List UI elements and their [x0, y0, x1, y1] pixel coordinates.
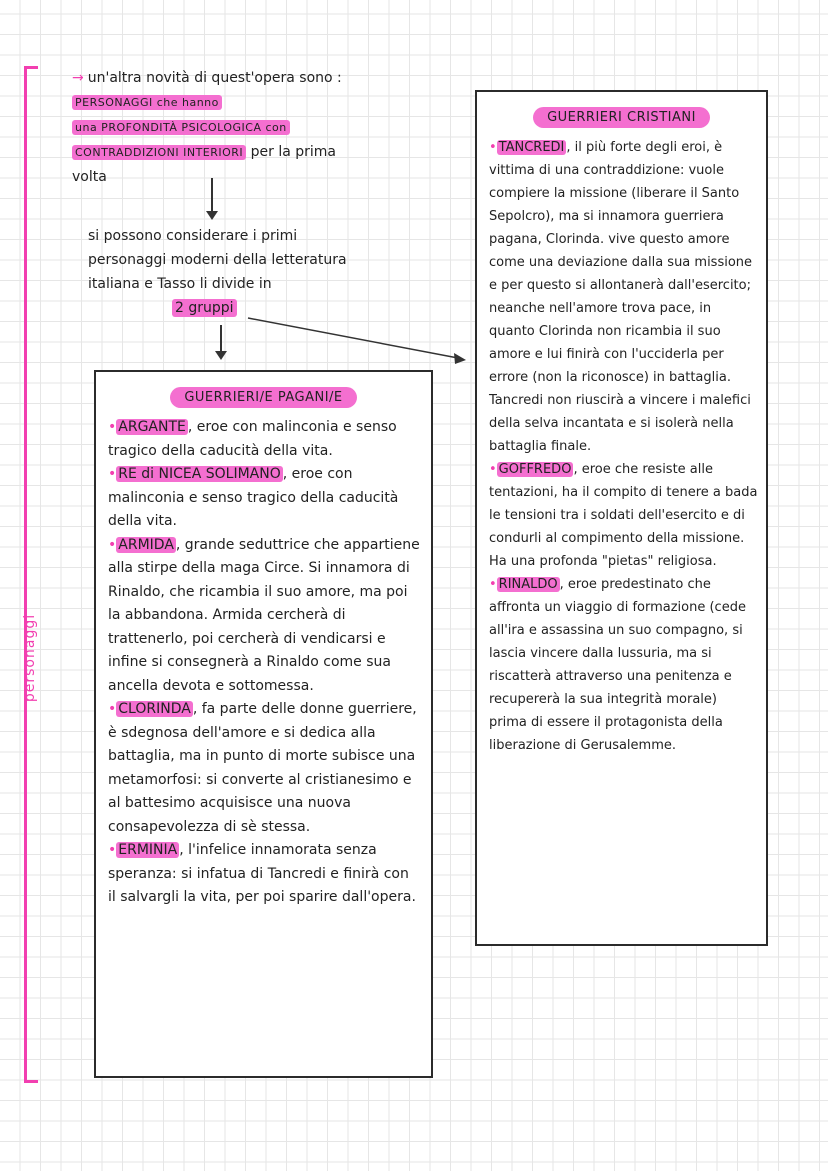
- bullet-icon: •: [108, 536, 117, 553]
- christian-warriors-box: [475, 90, 768, 946]
- entry-goffredo: [477, 458, 766, 573]
- pagan-title: [96, 386, 431, 408]
- side-label: personaggi: [22, 613, 38, 703]
- bullet-icon: •: [108, 701, 117, 717]
- entry-text: , l'infelice innamorata senza speranza: si infatua di Tancredi e finirà con il salvargli la vita, per poi sparire dall'opera.: [108, 842, 416, 905]
- entry-text: , il più forte degli eroi, è vittima di una contraddizione: vuole compiere la missione (liberare il Santo Sepolcro), ma si innamora guerriera pagana, Clorinda. vive questo amore come una deviazione dalla sua missione e per questo si allontanerà dall'esercito; neanche nell'amore trova pace, in quanto Clorinda non ricambia il suo amore e lui finirà con l'ucciderla per errore (non la riconosce) in battaglia. Tancredi non riuscirà a vincere i malefici della selva incantata e si isolerà nella battaglia finale.: [489, 140, 753, 454]
- entry-armida: [96, 534, 431, 699]
- christian-title: [477, 106, 766, 128]
- entry-text: , eroe con malinconia e senso tragico della caducità della vita.: [108, 466, 399, 529]
- entry-text: , eroe con malinconia e senso tragico della caducità della vita.: [108, 419, 397, 459]
- entry-name: TANCREDI: [498, 140, 565, 155]
- entry-clorinda: [96, 698, 431, 839]
- entry-text: , fa parte delle donne guerriere, è sdegnosa dell'amore e si dedica alla battaglia, ma in punto di morte subisce una metamorfosi: si converte al cristianesimo e al battesimo acquisisce una nuova consapevolezza di sè stessa.: [108, 701, 417, 835]
- second-paragraph: si possono considerare i primi personaggi moderni della letteratura italiana e Tasso li divide in: [88, 228, 347, 292]
- christian-title-pill: GUERRIERI CRISTIANI: [533, 107, 710, 128]
- intro-line-end: per la prima volta: [72, 144, 337, 185]
- entry-erminia: [96, 839, 431, 910]
- bullet-icon: •: [489, 140, 497, 155]
- intro-highlight-1: PERSONAGGI che hanno: [72, 95, 222, 110]
- arrow-right-icon: →: [72, 70, 84, 86]
- entry-rinaldo: [477, 573, 766, 757]
- bullet-icon: •: [108, 419, 117, 435]
- bullet-icon: •: [108, 842, 117, 858]
- entry-text: , eroe predestinato che affronta un viaggio di formazione (cede all'ira e assassina un suo compagno, si lascia vincere dalla lussuria, ma si riscatterà attraverso una penitenza e recupererà la sua integrità morale) prima di essere il protagonista della liberazione di Gerusalemme.: [489, 577, 746, 753]
- entry-argante: [96, 416, 431, 463]
- pagan-warriors-box: [94, 370, 433, 1078]
- intro-highlight-2: una PROFONDITÀ PSICOLOGICA con: [72, 120, 290, 135]
- entry-text: , grande seduttrice che appartiene alla stirpe della maga Circe. Si innamora di Rinaldo, che ricambia il suo amore, ma poi la abbandona. Armida cercherà di trattenerlo, poi cercherà di vendicarsi e infine si consegnerà a Rinaldo come sua ancella devota e sottomessa.: [108, 536, 420, 694]
- bullet-icon: •: [489, 462, 497, 477]
- entry-tancredi: [477, 136, 766, 458]
- entry-name: ERMINIA: [118, 842, 178, 858]
- groups-highlight: 2 gruppi: [172, 299, 237, 317]
- entry-solimano: [96, 463, 431, 534]
- entry-name: ARGANTE: [118, 419, 186, 435]
- bullet-icon: •: [108, 466, 117, 482]
- entry-name: RINALDO: [498, 577, 558, 592]
- intro-line1: un'altra novità di quest'opera sono :: [87, 70, 342, 86]
- entry-name: RE di NICEA SOLIMANO: [118, 466, 281, 482]
- bullet-icon: •: [489, 577, 497, 592]
- intro-highlight-3: CONTRADDIZIONI INTERIORI: [72, 145, 246, 160]
- entry-name: ARMIDA: [118, 536, 174, 553]
- entry-name: CLORINDA: [118, 701, 191, 717]
- entry-name: GOFFREDO: [498, 462, 572, 477]
- pagan-title-pill: GUERRIERI/E PAGANI/E: [170, 387, 356, 408]
- entry-text: , eroe che resiste alle tentazioni, ha il compito di tenere a bada le tensioni tra i soldati dell'esercito e di condurli al compimento della missione. Ha una profonda "pietas" religiosa.: [489, 462, 758, 569]
- down-arrow-icon-2: [220, 325, 222, 358]
